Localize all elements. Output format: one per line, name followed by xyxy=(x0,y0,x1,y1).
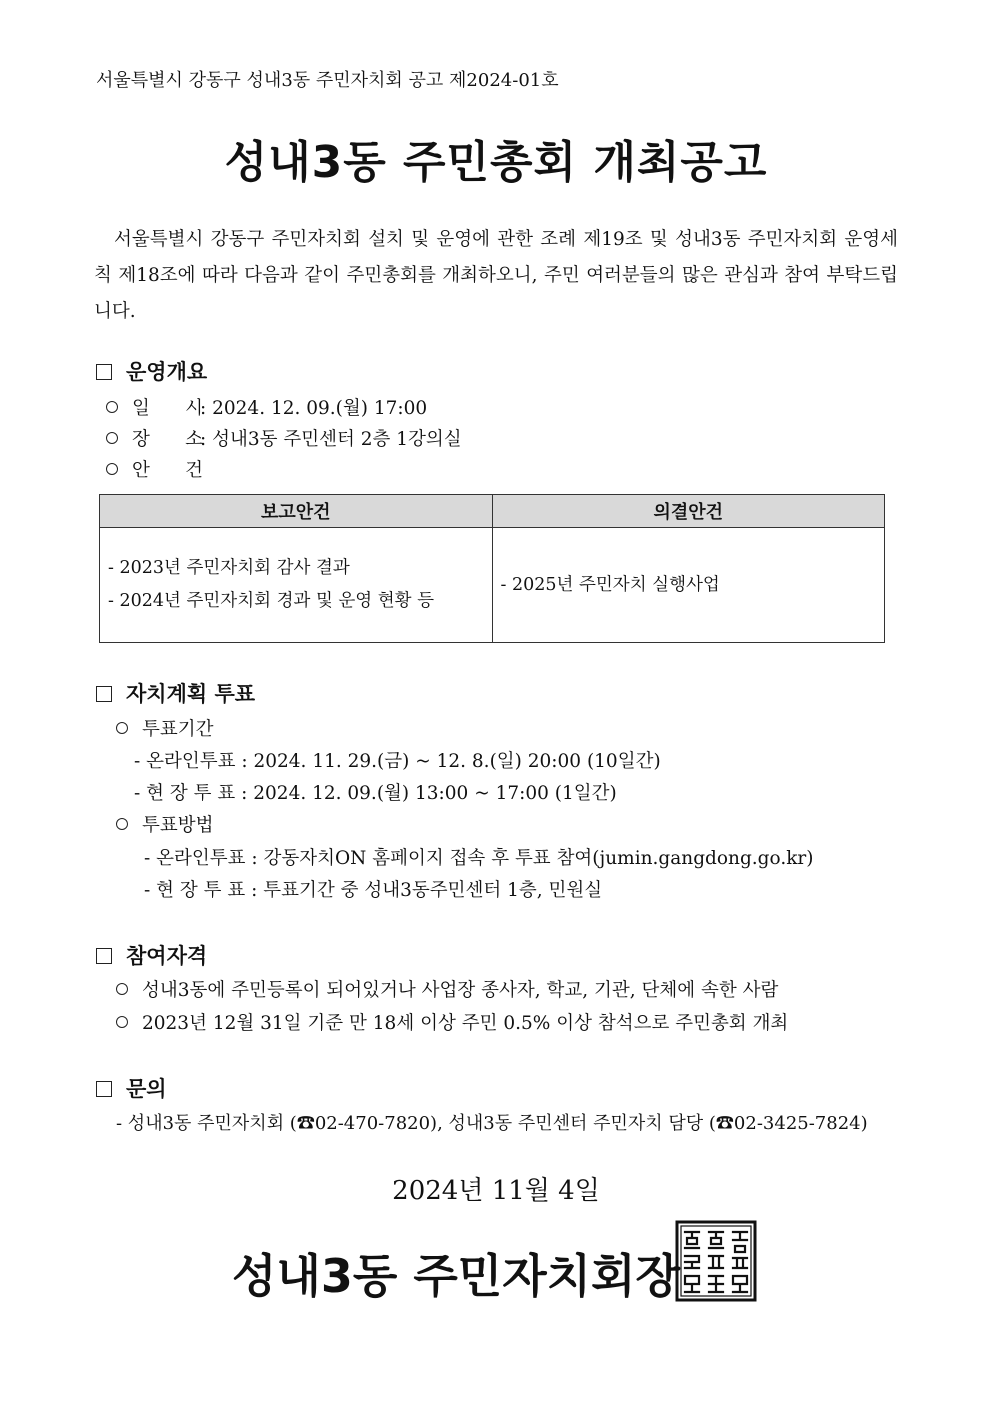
section-heading-eligibility: 참여자격 xyxy=(96,940,207,970)
overview-item-place: 장 소: 성내3동 주민센터 2층 1강의실 xyxy=(106,425,462,451)
eligibility-item: 성내3동에 주민등록이 되어있거나 사업장 종사자, 학교, 기관, 단체에 속한 사람 xyxy=(116,976,778,1002)
page-title: 성내3동 주민총회 개최공고 xyxy=(224,137,768,188)
list-item: - 2024년 주민자치회 경과 및 운영 현황 등 xyxy=(108,591,435,611)
signature-title: 성내3동 주민자치회장 xyxy=(232,1249,680,1303)
list-item: - 2023년 주민자치회 감사 결과 xyxy=(108,558,350,578)
official-seal-icon xyxy=(675,1220,757,1302)
overview-item-datetime: 일 시: 2024. 12. 09.(월) 17:00 xyxy=(106,394,427,420)
table-header-row xyxy=(100,495,885,528)
header-report-items: 보고안건 xyxy=(100,495,493,528)
circle-bullet-icon xyxy=(116,983,128,995)
notice-date: 2024년 11월 4일 xyxy=(392,1176,600,1206)
overview-item-agenda: 안 건 xyxy=(106,456,200,482)
section-heading-inquiry: 문의 xyxy=(96,1073,167,1103)
voting-period-onsite: - 현 장 투 표 : 2024. 12. 09.(월) 13:00 ~ 17:00 (1일간) xyxy=(134,783,617,804)
notice-number: 서울특별시 강동구 성내3동 주민자치회 공고 제2024-01호 xyxy=(96,70,559,91)
voting-period-online: - 온라인투표 : 2024. 11. 29.(금) ~ 12. 8.(일) 20:00 (10일간) xyxy=(134,751,661,772)
voting-method-online: - 온라인투표 : 강동자치ON 홈페이지 접속 후 투표 참여(jumin.gangdong.go.kr) xyxy=(144,848,814,869)
checkbox-square-icon xyxy=(96,948,112,964)
list-item: - 2025년 주민자치 실행사업 xyxy=(500,574,720,595)
header-resolution-items: 의결안건 xyxy=(492,495,885,528)
voting-method-onsite: - 현 장 투 표 : 투표기간 중 성내3동주민센터 1층, 민원실 xyxy=(144,880,603,901)
circle-bullet-icon xyxy=(106,432,118,444)
circle-bullet-icon xyxy=(106,401,118,413)
checkbox-square-icon xyxy=(96,686,112,702)
intro-paragraph: 서울특별시 강동구 주민자치회 설치 및 운영에 관한 조례 제19조 및 성내3동 주민자치회 운영세칙 제18조에 따라 다음과 같이 주민총회를 개최하오니, 주민 여러분들의 많은 관심과 참여 부탁드립니다. xyxy=(94,229,898,322)
contact-info: - 성내3동 주민자치회 (☎02-470-7820), 성내3동 주민센터 주민자치 담당 (☎02-3425-7824) xyxy=(116,1113,868,1134)
agenda-table xyxy=(99,494,885,643)
checkbox-square-icon xyxy=(96,364,112,380)
circle-bullet-icon xyxy=(106,463,118,475)
resolution-items-cell xyxy=(492,528,885,643)
table-row xyxy=(100,528,885,643)
section-heading-voting: 자치계획 투표 xyxy=(96,678,255,708)
report-items-cell xyxy=(100,528,493,643)
voting-method-label: 투표방법 xyxy=(116,811,213,837)
circle-bullet-icon xyxy=(116,722,128,734)
voting-period-label: 투표기간 xyxy=(116,715,213,741)
eligibility-item: 2023년 12월 31일 기준 만 18세 이상 주민 0.5% 이상 참석으로 주민총회 개최 xyxy=(116,1009,788,1035)
checkbox-square-icon xyxy=(96,1081,112,1097)
section-heading-overview: 운영개요 xyxy=(96,356,207,386)
circle-bullet-icon xyxy=(116,1016,128,1028)
circle-bullet-icon xyxy=(116,818,128,830)
